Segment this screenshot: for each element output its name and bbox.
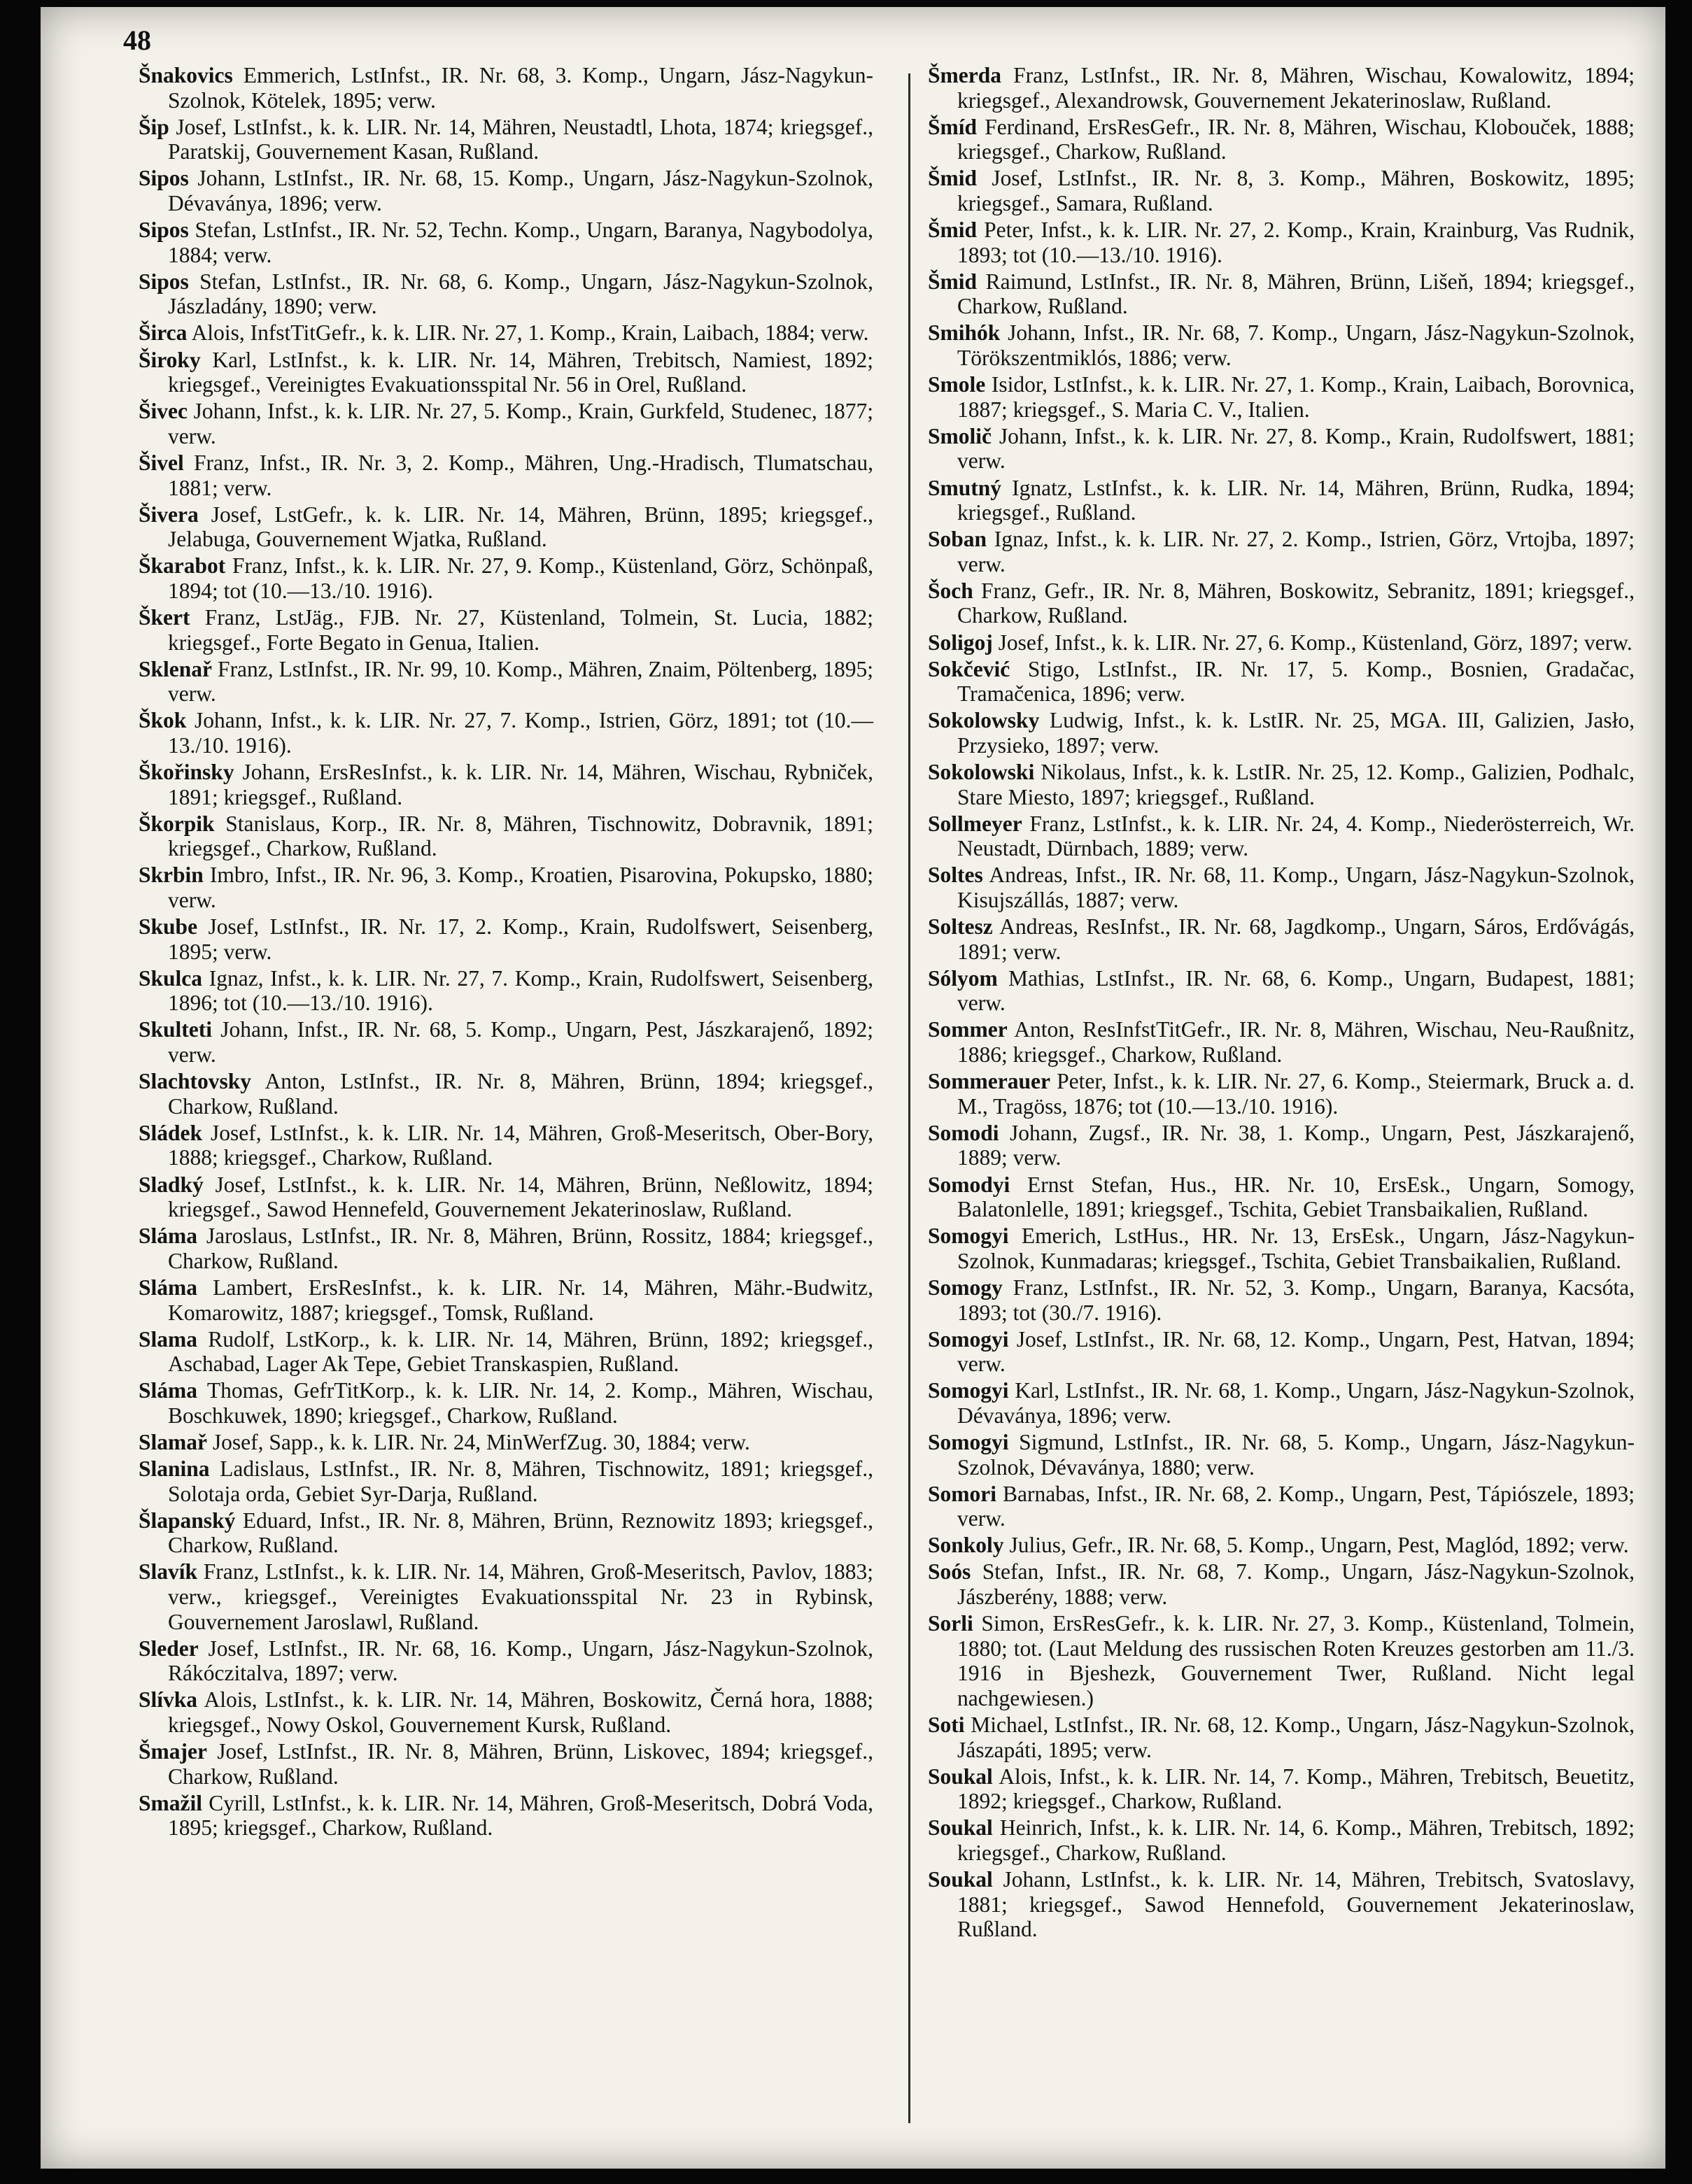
register-entry xyxy=(928,1172,1635,1222)
entry-details: Josef, LstInfst., k. k. LIR. Nr. 14, Mähren, Neustadtl, Lhota, 1874; kriegsgef., Paratskij, Gouvernement Kasan, Rußland. xyxy=(168,114,873,164)
register-entry xyxy=(928,424,1635,474)
register-entry xyxy=(928,476,1635,525)
entry-surname: Soós xyxy=(928,1559,971,1584)
entry-details: Anton, ResInfstTitGefr., IR. Nr. 8, Mähren, Wischau, Neu-Raußnitz, 1886; kriegsgef., Charkow, Rußland. xyxy=(957,1017,1635,1068)
entry-surname: Širca xyxy=(139,320,188,346)
entry-details: Johann, Zugsf., IR. Nr. 38, 1. Komp., Ungarn, Pest, Jászkarajenő, 1889; verw. xyxy=(957,1120,1635,1170)
register-entry xyxy=(928,1069,1635,1119)
entry-surname: Sláma xyxy=(139,1378,198,1403)
entry-surname: Sólyom xyxy=(928,965,998,991)
entry-surname: Soukal xyxy=(928,1867,993,1892)
register-entry xyxy=(139,1069,873,1119)
register-entry xyxy=(139,320,873,346)
entry-surname: Sorli xyxy=(928,1611,973,1636)
entry-surname: Šlapanský xyxy=(139,1508,236,1533)
entry-surname: Sommerauer xyxy=(928,1069,1050,1094)
register-entry xyxy=(139,657,873,707)
entry-surname: Soukal xyxy=(928,1764,993,1789)
entry-surname: Somodi xyxy=(928,1120,999,1145)
entry-details: Emerich, LstHus., HR. Nr. 13, ErsEsk., Ungarn, Jász-Nagykun-Szolnok, Kunmadaras; kriegsgef., Tschita, Gebiet Transbaikalien, Rußland. xyxy=(957,1224,1635,1273)
entry-surname: Skrbin xyxy=(139,863,204,888)
entry-surname: Soligoj xyxy=(928,630,993,655)
entry-details: Josef, LstInfst., IR. Nr. 68, 16. Komp., Ungarn, Jász-Nagykun-Szolnok, Rákóczitalva, 1897; verw. xyxy=(168,1636,874,1686)
entry-details: Andreas, Infst., IR. Nr. 68, 11. Komp., Ungarn, Jász-Nagykun-Szolnok, Kisujszállás, 1887; verw. xyxy=(957,863,1635,912)
register-entry xyxy=(928,1121,1635,1170)
register-entry xyxy=(928,1559,1635,1609)
entry-surname: Sláma xyxy=(139,1224,198,1249)
entry-details: Josef, LstInfst., IR. Nr. 8, 3. Komp., Mähren, Boskowitz, 1895; kriegsgef., Samara, Rußland. xyxy=(957,166,1635,215)
page-number: 48 xyxy=(123,24,151,56)
register-entry xyxy=(139,269,873,319)
entry-surname: Slavík xyxy=(139,1559,198,1584)
entry-details: Andreas, ResInfst., IR. Nr. 68, Jagdkomp., Ungarn, Sáros, Erdővágás, 1891; verw. xyxy=(957,914,1635,964)
entry-details: Johann, Infst., IR. Nr. 68, 7. Komp., Ungarn, Jász-Nagykun-Szolnok, Törökszentmiklós, 1886; verw. xyxy=(957,320,1635,371)
register-entry xyxy=(139,1327,873,1377)
entry-surname: Slívka xyxy=(139,1687,198,1713)
entry-details: Mathias, LstInfst., IR. Nr. 68, 6. Komp., Ungarn, Budapest, 1881; verw. xyxy=(957,965,1635,1016)
entry-surname: Smažil xyxy=(139,1790,202,1815)
entry-details: Ignaz, Infst., k. k. LIR. Nr. 27, 7. Komp., Krain, Rudolfswert, Seisenberg, 1896; tot (10.—13./10. 1916). xyxy=(168,965,874,1016)
entry-surname: Skulca xyxy=(139,965,203,991)
register-entry xyxy=(139,1378,873,1428)
entry-details: Ludwig, Infst., k. k. LstIR. Nr. 25, MGA. III, Galizien, Jasło, Przysieko, 1897; verw. xyxy=(957,708,1635,758)
entry-surname: Škořinsky xyxy=(139,760,234,785)
entry-details: Julius, Gefr., IR. Nr. 68, 5. Komp., Ungarn, Pest, Maglód, 1892; verw. xyxy=(1009,1533,1629,1558)
entry-details: Alois, LstInfst., k. k. LIR. Nr. 14, Mähren, Boskowitz, Černá hora, 1888; kriegsgef., Nowy Oskol, Gouvernement Kursk, Rußland. xyxy=(168,1687,874,1737)
entry-surname: Smole xyxy=(928,372,986,397)
entry-details: Johann, Infst., k. k. LIR. Nr. 27, 7. Komp., Istrien, Görz, 1891; tot (10.—13./10. 1916). xyxy=(168,708,874,758)
entry-details: Josef, LstGefr., k. k. LIR. Nr. 14, Mähren, Brünn, 1895; kriegsgef., Jelabuga, Gouvernement Wjatka, Rußland. xyxy=(168,502,874,552)
register-entry xyxy=(139,502,873,552)
entry-details: Raimund, LstInfst., IR. Nr. 8, Mähren, Brünn, Lišeň, 1894; kriegsgef., Charkow, Rußland. xyxy=(957,269,1635,319)
register-entry xyxy=(928,914,1635,964)
register-entry xyxy=(139,166,873,215)
register-entry xyxy=(928,1815,1635,1865)
entry-details: Alois, InfstTitGefr., k. k. LIR. Nr. 27, 1. Komp., Krain, Laibach, 1884; verw. xyxy=(191,320,869,346)
register-entry xyxy=(139,863,873,912)
register-entry xyxy=(139,1559,873,1634)
entry-details: Franz, LstInfst., IR. Nr. 8, Mähren, Wischau, Kowalowitz, 1894; kriegsgef., Alexandrowsk, Gouvernement Jekaterinoslaw, Rußland. xyxy=(957,63,1635,113)
entry-details: Alois, Infst., k. k. LIR. Nr. 14, 7. Komp., Mähren, Trebitsch, Beuetitz, 1892; kriegsgef., Charkow, Rußland. xyxy=(957,1764,1635,1814)
entry-details: Johann, ErsResInfst., k. k. LIR. Nr. 14, Mähren, Wischau, Rybniček, 1891; kriegsgef., Rußland. xyxy=(168,760,873,809)
entry-surname: Sollmeyer xyxy=(928,811,1022,836)
entry-details: Sigmund, LstInfst., IR. Nr. 68, 5. Komp., Ungarn, Jász-Nagykun-Szolnok, Dévaványa, 1880; verw. xyxy=(957,1429,1635,1480)
register-entry xyxy=(928,527,1635,576)
entry-surname: Škok xyxy=(139,708,187,733)
entry-surname: Slama xyxy=(139,1326,198,1352)
register-entry xyxy=(139,451,873,500)
entry-details: Josef, LstInfst., k. k. LIR. Nr. 14, Mähren, Brünn, Neßlowitz, 1894; kriegsgef., Sawod Hennefeld, Gouvernement Jekaterinoslaw, Rußland. xyxy=(168,1172,874,1222)
entry-details: Johann, LstInfst., IR. Nr. 68, 15. Komp., Ungarn, Jász-Nagykun-Szolnok, Dévaványa, 1896; verw. xyxy=(168,166,873,215)
register-entry xyxy=(928,1378,1635,1428)
entry-surname: Šmid xyxy=(928,269,978,294)
register-entry xyxy=(139,1791,873,1841)
register-entry xyxy=(139,348,873,397)
register-entry xyxy=(139,914,873,964)
register-entry xyxy=(139,218,873,267)
entry-details: Lambert, ErsResInfst., k. k. LIR. Nr. 14, Mähren, Mähr.-Budwitz, Komarowitz, 1887; kriegsgef., Tomsk, Rußland. xyxy=(168,1275,874,1325)
entry-surname: Škarabot xyxy=(139,553,226,579)
entry-details: Nikolaus, Infst., k. k. LstIR. Nr. 25, 12. Komp., Galizien, Podhalc, Stare Miesto, 1897; kriegsgef., Rußland. xyxy=(957,760,1635,809)
register-entry xyxy=(139,1430,873,1455)
register-entry xyxy=(139,1224,873,1273)
page-sheet xyxy=(41,7,1665,2169)
register-entry xyxy=(928,760,1635,809)
entry-details: Simon, ErsResGefr., k. k. LIR. Nr. 27, 3. Komp., Küstenland, Tolmein, 1880; tot. (Laut Meldung des russischen Roten Kreuzes gestorben am 11./3. 1916 in Bjeshezk, Gouvernement Twer, Rußland. Nicht legal nachgewiesen.) xyxy=(957,1611,1635,1710)
entry-surname: Šmíd xyxy=(928,114,978,139)
entry-surname: Slachtovsky xyxy=(139,1069,252,1094)
entry-details: Karl, LstInfst., k. k. LIR. Nr. 14, Mähren, Trebitsch, Namiest, 1892; kriegsgef., Vereinigtes Evakuationsspital Nr. 56 in Orel, Rußland. xyxy=(168,347,874,397)
register-entry xyxy=(928,1327,1635,1377)
entry-surname: Šip xyxy=(139,114,169,139)
entry-surname: Somogyi xyxy=(928,1378,1009,1403)
entry-details: Stefan, LstInfst., IR. Nr. 52, Techn. Komp., Ungarn, Baranya, Nagybodolya, 1884; verw. xyxy=(168,218,874,267)
entry-surname: Sipos xyxy=(139,166,189,191)
register-entry xyxy=(139,63,873,113)
register-entry xyxy=(928,1430,1635,1480)
register-entry xyxy=(139,399,873,448)
entry-details: Stanislaus, Korp., IR. Nr. 8, Mähren, Tischnowitz, Dobravnik, 1891; kriegsgef., Charkow, Rußland. xyxy=(168,811,874,861)
entry-details: Imbro, Infst., IR. Nr. 96, 3. Komp., Kroatien, Pisarovina, Pokupsko, 1880; verw. xyxy=(168,863,874,912)
entry-surname: Sommer xyxy=(928,1017,1008,1042)
entry-details: Rudolf, LstKorp., k. k. LIR. Nr. 14, Mähren, Brünn, 1892; kriegsgef., Aschabad, Lager Ak Tepe, Gebiet Transkaspien, Rußland. xyxy=(168,1326,873,1377)
right-column xyxy=(928,63,1635,1943)
entry-surname: Šivel xyxy=(139,450,184,475)
entry-details: Ignaz, Infst., k. k. LIR. Nr. 27, 2. Komp., Istrien, Görz, Vrtojba, 1897; verw. xyxy=(957,527,1635,576)
entry-surname: Sokolowski xyxy=(928,760,1035,785)
register-entry xyxy=(928,708,1635,758)
entry-surname: Sokčević xyxy=(928,656,1010,681)
entry-details: Johann, Infst., IR. Nr. 68, 5. Komp., Ungarn, Pest, Jászkarajenő, 1892; verw. xyxy=(168,1017,873,1068)
entry-details: Eduard, Infst., IR. Nr. 8, Mähren, Brünn, Reznowitz 1893; kriegsgef., Charkow, Rußland. xyxy=(168,1508,874,1558)
register-entry xyxy=(928,630,1635,655)
entry-surname: Sláma xyxy=(139,1275,198,1300)
entry-details: Anton, LstInfst., IR. Nr. 8, Mähren, Brünn, 1894; kriegsgef., Charkow, Rußland. xyxy=(168,1069,874,1119)
register-entry xyxy=(139,1172,873,1222)
entry-surname: Sladký xyxy=(139,1172,204,1197)
entry-details: Heinrich, Infst., k. k. LIR. Nr. 14, 6. Komp., Mähren, Trebitsch, 1892; kriegsgef., Charkow, Rußland. xyxy=(957,1815,1635,1865)
entry-details: Isidor, LstInfst., k. k. LIR. Nr. 27, 1. Komp., Krain, Laibach, Borovnica, 1887; kriegsgef., S. Maria C. V., Italien. xyxy=(957,372,1635,422)
register-entry xyxy=(928,1482,1635,1531)
entry-details: Ladislaus, LstInfst., IR. Nr. 8, Mähren, Tischnowitz, 1891; kriegsgef., Solotaja orda, Gebiet Syr-Darja, Rußland. xyxy=(168,1456,874,1506)
register-entry xyxy=(928,811,1635,861)
entry-details: Thomas, GefrTitKorp., k. k. LIR. Nr. 14, 2. Komp., Mähren, Wischau, Boschkuwek, 1890; kriegsgef., Charkow, Rußland. xyxy=(168,1378,873,1428)
register-entry xyxy=(139,1121,873,1170)
register-entry xyxy=(928,1275,1635,1325)
entry-details: Josef, LstInfst., k. k. LIR. Nr. 14, Mähren, Groß-Meseritsch, Ober-Bory, 1888; kriegsgef., Charkow, Rußland. xyxy=(168,1120,874,1170)
entry-details: Franz, Infst., IR. Nr. 3, 2. Komp., Mähren, Ung.-Hradisch, Tlumatschau, 1881; verw. xyxy=(168,450,874,500)
entry-surname: Soltesz xyxy=(928,914,993,939)
entry-details: Johann, Infst., k. k. LIR. Nr. 27, 5. Komp., Krain, Gurkfeld, Studenec, 1877; verw. xyxy=(168,399,874,448)
entry-surname: Šnakovics xyxy=(139,63,233,87)
register-entry xyxy=(139,1017,873,1067)
entry-surname: Soltes xyxy=(928,863,983,888)
entry-details: Josef, LstInfst., IR. Nr. 17, 2. Komp., Krain, Rudolfswert, Seisenberg, 1895; verw. xyxy=(168,914,874,964)
entry-details: Stefan, Infst., IR. Nr. 68, 7. Komp., Ungarn, Jász-Nagykun-Szolnok, Jászberény, 1888; verw. xyxy=(957,1559,1635,1610)
register-entry xyxy=(139,708,873,758)
entry-details: Johann, Infst., k. k. LIR. Nr. 27, 8. Komp., Krain, Rudolfswert, 1881; verw. xyxy=(957,423,1635,474)
left-column xyxy=(139,63,873,1842)
entry-surname: Soukal xyxy=(928,1815,993,1841)
entry-details: Franz, LstInfst., IR. Nr. 52, 3. Komp., Ungarn, Baranya, Kacsóta, 1893; tot (30./7. 1916). xyxy=(957,1275,1635,1325)
register-entry xyxy=(139,760,873,809)
register-entry xyxy=(928,966,1635,1016)
register-entry xyxy=(139,1636,873,1686)
register-entry xyxy=(928,657,1635,707)
register-entry xyxy=(928,1533,1635,1558)
register-entry xyxy=(928,269,1635,319)
register-entry xyxy=(928,320,1635,370)
entry-surname: Soban xyxy=(928,527,987,552)
entry-details: Franz, LstInfst., k. k. LIR. Nr. 14, Mähren, Groß-Meseritsch, Pavlov, 1883; verw., kriegsgef., Vereinigtes Evakuationsspital Nr. 23 in Rybinsk, Gouvernement Jaroslawl, Rußland. xyxy=(168,1559,874,1634)
entry-surname: Somogyi xyxy=(928,1326,1009,1352)
register-entry xyxy=(139,811,873,861)
entry-details: Franz, Infst., k. k. LIR. Nr. 27, 9. Komp., Küstenland, Görz, Schönpaß, 1894; tot (10.—13./10. 1916). xyxy=(168,553,873,603)
entry-details: Jaroslaus, LstInfst., IR. Nr. 8, Mähren, Brünn, Rossitz, 1884; kriegsgef., Charkow, Rußland. xyxy=(168,1224,873,1273)
register-entry xyxy=(928,1611,1635,1710)
entry-surname: Sleder xyxy=(139,1636,199,1661)
entry-surname: Sládek xyxy=(139,1120,203,1145)
register-entry xyxy=(928,1867,1635,1942)
entry-details: Stigo, LstInfst., IR. Nr. 17, 5. Komp., Bosnien, Gradačac, Tramačenica, 1896; verw. xyxy=(957,656,1635,707)
entry-surname: Skube xyxy=(139,914,198,939)
register-entry xyxy=(928,63,1635,113)
entry-details: Josef, Infst., k. k. LIR. Nr. 27, 6. Komp., Küstenland, Görz, 1897; verw. xyxy=(998,630,1633,655)
entry-surname: Somogy xyxy=(928,1275,1003,1300)
register-entry xyxy=(928,579,1635,628)
register-entry xyxy=(139,605,873,655)
entry-details: Ignatz, LstInfst., k. k. LIR. Nr. 14, Mähren, Brünn, Rudka, 1894; kriegsgef., Rußland. xyxy=(957,475,1635,525)
entry-surname: Smihók xyxy=(928,320,1001,346)
register-entry xyxy=(928,1017,1635,1067)
register-entry xyxy=(139,553,873,603)
entry-surname: Somodyi xyxy=(928,1172,1010,1197)
entry-surname: Sipos xyxy=(139,269,189,294)
entry-surname: Šivera xyxy=(139,502,199,527)
register-entry xyxy=(139,115,873,164)
entry-details: Ferdinand, ErsResGefr., IR. Nr. 8, Mähren, Wischau, Klobouček, 1888; kriegsgef., Charkow, Rußland. xyxy=(957,114,1635,164)
entry-surname: Sokolowsky xyxy=(928,708,1040,733)
entry-surname: Široky xyxy=(139,347,201,372)
entry-surname: Smolič xyxy=(928,423,992,448)
entry-surname: Somori xyxy=(928,1481,996,1506)
entry-surname: Slamař xyxy=(139,1429,207,1454)
entry-details: Josef, Sapp., k. k. LIR. Nr. 24, MinWerfZug. 30, 1884; verw. xyxy=(212,1429,750,1454)
register-entry xyxy=(928,863,1635,912)
entry-surname: Šmid xyxy=(928,218,978,243)
entry-surname: Sipos xyxy=(139,218,189,243)
entry-details: Josef, LstInfst., IR. Nr. 8, Mähren, Brünn, Liskovec, 1894; kriegsgef., Charkow, Rußland. xyxy=(168,1739,874,1789)
register-entry xyxy=(928,372,1635,422)
entry-surname: Škorpik xyxy=(139,811,215,836)
entry-details: Barnabas, Infst., IR. Nr. 68, 2. Komp., Ungarn, Pest, Tápiószele, 1893; verw. xyxy=(957,1481,1635,1531)
entry-surname: Šoch xyxy=(928,578,973,603)
register-entry xyxy=(139,966,873,1016)
entry-details: Michael, LstInfst., IR. Nr. 68, 12. Komp., Ungarn, Jász-Nagykun-Szolnok, Jászapáti, 1895; verw. xyxy=(957,1713,1635,1762)
entry-surname: Šmid xyxy=(928,166,978,191)
entry-surname: Sonkoly xyxy=(928,1533,1004,1558)
entry-details: Franz, Gefr., IR. Nr. 8, Mähren, Boskowitz, Sebranitz, 1891; kriegsgef., Charkow, Rußland. xyxy=(957,578,1635,628)
entry-details: Peter, Infst., k. k. LIR. Nr. 27, 6. Komp., Steiermark, Bruck a. d. M., Tragöss, 1876; tot (10.—13./10. 1916). xyxy=(957,1069,1635,1119)
entry-details: Johann, LstInfst., k. k. LIR. Nr. 14, Mähren, Trebitsch, Svatoslavy, 1881; kriegsgef., Sawod Hennefold, Gouvernement Jekaterinoslaw, Rußland. xyxy=(957,1867,1635,1942)
register-entry xyxy=(139,1275,873,1325)
entry-details: Franz, LstInfst., k. k. LIR. Nr. 24, 4. Komp., Niederösterreich, Wr. Neustadt, Dürnbach, 1889; verw. xyxy=(957,811,1635,861)
entry-surname: Skulteti xyxy=(139,1017,213,1042)
entry-details: Emmerich, LstInfst., IR. Nr. 68, 3. Komp., Ungarn, Jász-Nagykun-Szolnok, Kötelek, 1895; verw. xyxy=(168,63,873,113)
entry-surname: Soti xyxy=(928,1713,965,1737)
register-entry xyxy=(928,218,1635,267)
entry-details: Josef, LstInfst., IR. Nr. 68, 12. Komp., Ungarn, Pest, Hatvan, 1894; verw. xyxy=(957,1326,1635,1377)
register-entry xyxy=(928,1224,1635,1273)
column-divider xyxy=(908,73,910,2123)
entry-details: Peter, Infst., k. k. LIR. Nr. 27, 2. Komp., Krain, Krainburg, Vas Rudnik, 1893; tot (10.—13./10. 1916). xyxy=(957,218,1635,267)
entry-details: Stefan, LstInfst., IR. Nr. 68, 6. Komp., Ungarn, Jász-Nagykun-Szolnok, Jászladány, 1890; verw. xyxy=(168,269,874,319)
register-entry xyxy=(139,1456,873,1506)
register-entry xyxy=(928,1764,1635,1814)
entry-details: Franz, LstInfst., IR. Nr. 99, 10. Komp., Mähren, Znaim, Pöltenberg, 1895; verw. xyxy=(168,656,873,707)
entry-surname: Slanina xyxy=(139,1456,210,1482)
entry-surname: Somogyi xyxy=(928,1224,1009,1249)
entry-surname: Šmerda xyxy=(928,63,1001,87)
entry-surname: Sklenař xyxy=(139,656,213,681)
register-entry xyxy=(139,1739,873,1789)
register-entry xyxy=(139,1687,873,1737)
entry-surname: Škert xyxy=(139,604,190,630)
register-entry xyxy=(928,115,1635,164)
entry-surname: Somogyi xyxy=(928,1429,1009,1454)
register-entry xyxy=(139,1508,873,1558)
entry-details: Cyrill, LstInfst., k. k. LIR. Nr. 14, Mähren, Groß-Meseritsch, Dobrá Voda, 1895; kriegsgef., Charkow, Rußland. xyxy=(168,1790,873,1841)
register-entry xyxy=(928,166,1635,215)
entry-surname: Šivec xyxy=(139,399,188,424)
entry-details: Franz, LstJäg., FJB. Nr. 27, Küstenland, Tolmein, St. Lucia, 1882; kriegsgef., Forte Begato in Genua, Italien. xyxy=(168,604,874,655)
entry-details: Ernst Stefan, Hus., HR. Nr. 10, ErsEsk., Ungarn, Somogy, Balatonlelle, 1891; kriegsgef., Tschita, Gebiet Transbaikalien, Rußland. xyxy=(957,1172,1635,1222)
entry-surname: Šmajer xyxy=(139,1739,207,1764)
entry-details: Karl, LstInfst., IR. Nr. 68, 1. Komp., Ungarn, Jász-Nagykun-Szolnok, Dévaványa, 1896; verw. xyxy=(957,1378,1635,1428)
register-entry xyxy=(928,1713,1635,1762)
entry-surname: Smutný xyxy=(928,475,1002,500)
